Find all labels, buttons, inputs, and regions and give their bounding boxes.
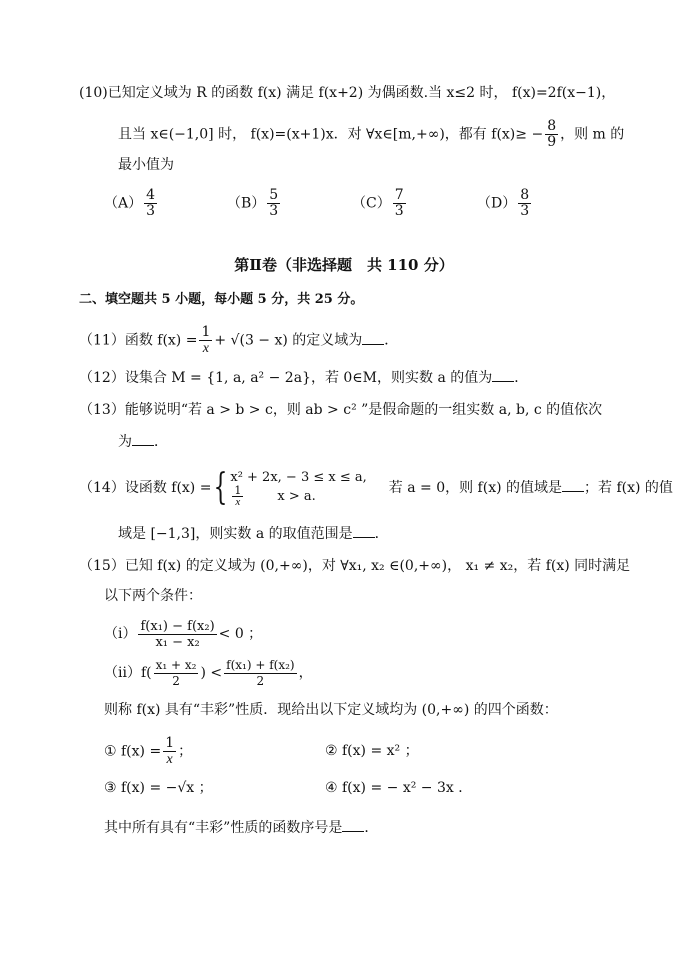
q15-f1-pre: ① f(x) =: [104, 743, 162, 760]
q10-option-d: [477, 188, 533, 219]
q10-line1: (10)已知定义域为 R 的函数 f(x) 满足 f(x+2) 为偶函数.当 x≤2 时， f(x)=2f(x−1)，: [79, 85, 616, 101]
q14-brace: {: [214, 467, 228, 508]
q14-line1-b: 若 a = 0，则 f(x) 的值域是: [388, 480, 563, 496]
q15-cond2-lhs-post: ) <: [200, 665, 223, 681]
option-num: 7: [394, 187, 404, 203]
q14-line2: [118, 523, 389, 544]
q15-line1: （15）已知 f(x) 的定义域为 (0,+∞)，对 ∀x₁, x₂ ∈(0,+∞)， x₁ ≠ x₂，若 f(x) 同时满足: [79, 558, 631, 574]
q14-piece2-num: 1: [234, 484, 242, 497]
q14-line1: [79, 468, 673, 508]
q10-line2: [118, 119, 624, 150]
q14-period: ．: [374, 526, 389, 542]
q15-cond2-label: （ii）: [104, 665, 141, 681]
option-label: （A）: [104, 195, 143, 212]
q14-line1-c: ；若 f(x) 的值: [584, 480, 673, 496]
q10-option-a: [104, 188, 159, 219]
q15-answer-blank: [342, 817, 364, 832]
q15-function-1: [104, 736, 192, 767]
q15-last-text: 其中所有具有“丰彩”性质的函数序号是: [104, 820, 343, 836]
option-den: 3: [269, 203, 279, 219]
q12: [79, 367, 528, 388]
q12-period: ．: [514, 370, 529, 386]
q11-frac-num: 1: [201, 324, 211, 340]
q14-piece2-cond: x > a.: [277, 489, 316, 504]
q11-answer-blank: [362, 330, 384, 345]
q10-line2-b: ，则 m 的: [560, 126, 625, 143]
q13-line2-text: 为: [118, 434, 132, 450]
q10-line3: 最小值为: [118, 157, 174, 173]
q13-line1: （13）能够说明“若 a > b > c，则 ab > c² ”是假命题的一组实数 a, b, c 的值依次: [79, 402, 603, 418]
q12-answer-blank: [492, 367, 514, 382]
option-label: （D）: [477, 195, 517, 212]
section2-header: 二、填空题共 5 小题，每小题 5 分，共 25 分。: [79, 292, 364, 307]
q11-suffix: 的定义域为: [292, 332, 363, 349]
option-num: 4: [146, 187, 156, 203]
q15-cond1-num: f(x₁) − f(x₂): [140, 618, 215, 634]
q10-line2-a: 且当 x∈(−1,0] 时， f(x)=(x+1)x．对 ∀x∈[m,+∞)，都有 f(x)≥ −: [118, 126, 544, 143]
q15-cond2-rhs-num: f(x₁) + f(x₂): [226, 657, 295, 672]
q15-cond2-lhs-pre: f(: [140, 665, 152, 681]
q15-cond1: [104, 618, 262, 650]
option-den: 3: [394, 203, 404, 219]
q14-line2-text: 域是 [−1,3]，则实数 a 的取值范围是: [118, 526, 353, 542]
q14-answer-blank-1: [562, 477, 584, 492]
q15-line2: 以下两个条件：: [104, 588, 202, 604]
option-label: （B）: [227, 195, 266, 212]
q15-cond1-den: x₁ − x₂: [155, 634, 200, 650]
q15-function-3: ③ f(x) = −√x ；: [104, 780, 213, 796]
q10-option-b: [227, 188, 282, 219]
q15-cond1-label: （i）: [104, 626, 137, 642]
q11-frac-den: x: [202, 341, 210, 356]
q15-f1-den: x: [166, 752, 173, 767]
q11-prefix: （11）函数 f(x) =: [79, 332, 198, 349]
q11-period: ．: [384, 332, 399, 349]
q11-mid: + √(3 − x): [214, 332, 288, 349]
q15-period: ．: [364, 820, 379, 836]
q15-cond2-rhs-den: 2: [256, 673, 265, 688]
option-den: 3: [146, 203, 156, 219]
q10-fraction: [545, 119, 558, 150]
q13-answer-blank: [132, 431, 154, 446]
q14-piece1: x² + 2x, − 3 ≤ x ≤ a,: [230, 470, 367, 485]
q15-cond2-lhs-num: x₁ + x₂: [155, 657, 197, 672]
q15-line5: 则称 f(x) 具有“丰彩”性质．现给出以下定义域均为 (0,+∞) 的四个函数：: [104, 702, 558, 718]
q15-f1-tail: ；: [178, 743, 193, 760]
section-title: 第Ⅱ卷（非选择题 共 110 分）: [234, 256, 454, 274]
q15-cond2: [104, 657, 313, 689]
q10-option-c: [352, 188, 408, 219]
q14-answer-blank-2: [353, 523, 375, 538]
q14-prefix: （14）设函数 f(x) =: [79, 480, 212, 496]
option-label: （C）: [352, 195, 391, 212]
q13-line2: [118, 431, 168, 452]
q15-cond2-lhs-den: 2: [172, 673, 180, 688]
q15-cond2-tail: ，: [298, 665, 313, 681]
q11: [79, 325, 398, 356]
q14-piecewise: [230, 469, 366, 507]
q13-period: ．: [154, 434, 168, 450]
option-den: 3: [520, 203, 530, 219]
q12-text: （12）设集合 M = {1, a, a² − 2a}，若 0∈M，则实数 a 的值为: [79, 370, 493, 386]
q15-f1-num: 1: [165, 735, 175, 751]
option-num: 5: [269, 187, 279, 203]
q10-frac-num: 8: [547, 118, 557, 134]
q10-frac-den: 9: [547, 134, 557, 150]
q15-function-4: ④ f(x) = − x² − 3x ．: [325, 780, 473, 796]
q14-piece2-den: x: [235, 496, 241, 508]
q15-cond1-tail: < 0 ；: [218, 626, 263, 642]
option-num: 8: [520, 187, 530, 203]
q15-last: [104, 817, 378, 838]
q15-function-2: ② f(x) = x² ；: [325, 743, 419, 759]
